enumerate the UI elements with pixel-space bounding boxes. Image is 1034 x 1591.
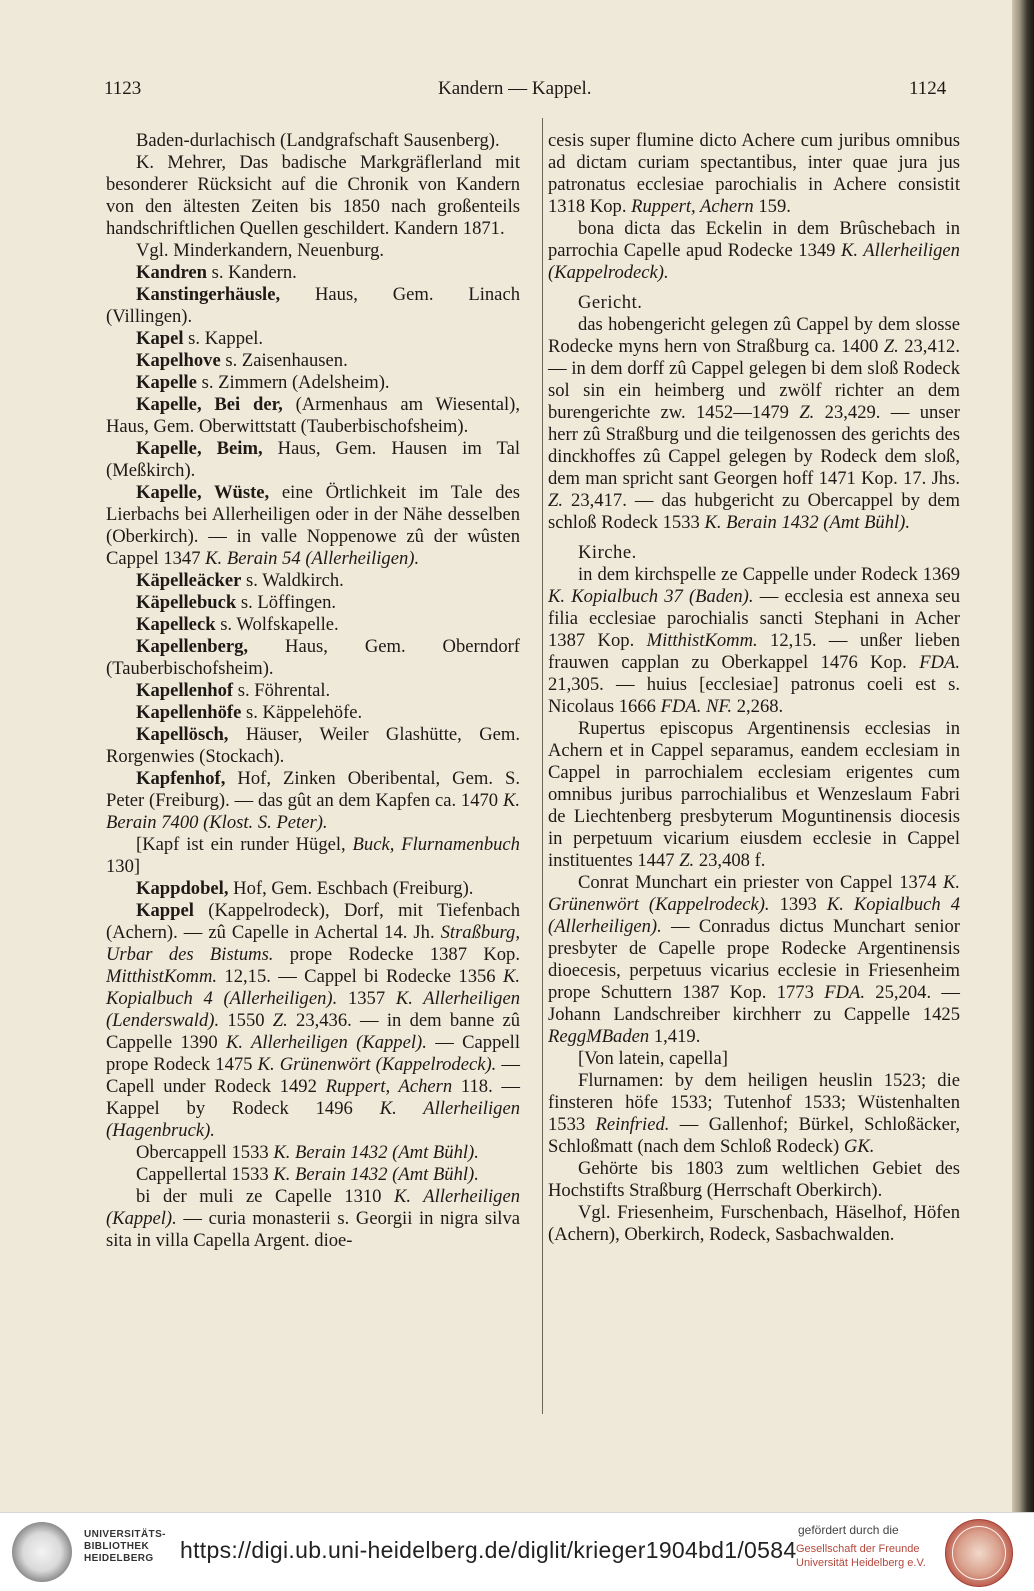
text-run: bona dicta das Eckelin in dem Brûschebach in parrochia Capelle apud Rodecke 1349 [548, 218, 960, 261]
text-run: cesis super flumine dicto Achere cum juribus omnibus ad dictam curiam spectantibus, inter quae jura jus patronatus ecclesiae parochialis in Achere consistit 1318 Kop. [548, 130, 960, 217]
text-run: 23,417. — das hubgericht zu Obercappel by dem schloß Rodeck 1533 [548, 490, 960, 533]
paragraph [548, 130, 960, 218]
source-citation: Reinfried. [595, 1114, 670, 1135]
entry-headword: Kapellenberg, [136, 636, 249, 657]
paragraph [106, 570, 520, 592]
text-run: [Von latein, capella] [578, 1048, 728, 1069]
source-citation: K. Berain 7400 (Klost. S. Peter). [106, 790, 520, 833]
page-edge-shadow [1012, 0, 1034, 1512]
text-run: — ecclesia est annexa seu filia ecclesiae parochialis sancti Stephani in Acher 1387 Kop. [548, 586, 961, 651]
text-run: 23,408 f. [694, 850, 766, 871]
source-citation: FDA. NF. [660, 696, 733, 717]
paragraph [548, 1070, 960, 1158]
text-run: Hof, Zinken Oberibental, Gem. S. Peter (Freiburg). — das gût an dem Kapfen ca. 1470 [106, 768, 520, 811]
paragraph [106, 878, 520, 900]
text-run: s. Föhrental. [233, 680, 331, 701]
source-citation: K. Allerheiligen (Kappel). [106, 1186, 520, 1229]
text-run: 1393 [769, 894, 827, 915]
text-run: 130] [106, 856, 141, 877]
entry-headword: Kapellenhof [136, 680, 234, 701]
university-library-seal-icon [12, 1522, 72, 1582]
paragraph [106, 240, 520, 262]
paragraph [106, 438, 520, 482]
text-run: — curia monasterii s. Georgii in nigra silva sita in villa Capella Argent. dioe- [106, 1208, 520, 1251]
permalink-url[interactable]: https://digi.ub.uni-heidelberg.de/diglit/krieger1904bd1/0584 [180, 1537, 797, 1563]
source-citation: K. Kopialbuch 37 (Baden). [548, 586, 754, 607]
text-run: Haus, Gem. Oberndorf (Tauberbischofsheim). [106, 636, 520, 679]
section-heading: Kirche. [578, 542, 637, 563]
paragraph [106, 900, 520, 1142]
paragraph [548, 564, 960, 718]
source-citation: K. Allerheiligen (Hagenbruck). [106, 1098, 520, 1141]
text-run: 1357 [337, 988, 396, 1009]
source-citation: Buck, Flurnamenbuch [352, 834, 520, 855]
paragraph [106, 328, 520, 350]
text-run: s. Wolfskapelle. [215, 614, 339, 635]
source-citation: K. Allerheiligen (Kappelrodeck). [548, 240, 960, 283]
university-seal-icon [945, 1519, 1013, 1587]
left-page-number: 1123 [104, 78, 142, 99]
entry-headword: Käpelleäcker [136, 570, 242, 591]
right-page-number: 1124 [909, 78, 947, 99]
paragraph [106, 152, 520, 240]
text-run: prope Rodecke 1387 Kop. [273, 944, 520, 965]
paragraph [106, 614, 520, 636]
paragraph [106, 1142, 520, 1164]
paragraph [106, 834, 520, 878]
entry-headword: Kapelhove [136, 350, 221, 371]
text-run: Vgl. Minderkandern, Neuenburg. [136, 240, 385, 261]
entry-headword: Kapellenhöfe [136, 702, 242, 723]
entry-headword: Kapelle, Wüste, [136, 482, 270, 503]
source-citation: Z. [548, 490, 563, 511]
text-run: 2,268. [732, 696, 784, 717]
text-run: 23,436. — in dem banne zû Cappelle 1390 [106, 1010, 521, 1053]
paragraph [106, 702, 520, 724]
source-citation: Ruppert, Achern [325, 1076, 453, 1097]
text-run: Hof, Gem. Eschbach (Freiburg). [228, 878, 474, 899]
source-citation: MitthistKomm. [106, 966, 218, 987]
text-run: s. Waldkirch. [241, 570, 344, 591]
text-run: Conrat Munchart ein priester von Cappel 1374 [578, 872, 943, 893]
entry-headword: Kapfenhof, [136, 768, 226, 789]
source-citation: FDA. [824, 982, 865, 1003]
source-citation: K. Berain 54 (Allerheiligen). [205, 548, 420, 569]
running-title: Kandern — Kappel. [438, 78, 592, 99]
page-header [0, 78, 1012, 108]
paragraph [106, 394, 520, 438]
entry-headword: Kappel [136, 900, 194, 921]
paragraph [106, 350, 520, 372]
text-run: Vgl. Friesenheim, Furschenbach, Häselhof, Höfen (Achern), Oberkirch, Rodeck, Sasbachwalden. [548, 1202, 960, 1245]
text-run: 25,204. — Johann Landschreiber kirchherr zu Cappelle 1425 [548, 982, 960, 1025]
source-citation: K. Berain 1432 (Amt Bühl). [704, 512, 911, 533]
text-run: in dem kirchspelle ze Cappelle under Rodeck 1369 [578, 564, 960, 585]
text-run: Haus, Gem. Hausen im Tal (Meßkirch). [106, 438, 520, 481]
text-run: Baden-durlachisch (Landgrafschaft Sausenberg). [136, 130, 500, 151]
text-run: 21,305. — huius [ecclesiae] patronus coeli est s. Nicolaus 1666 [548, 674, 960, 717]
paragraph [548, 314, 960, 534]
institution-name: UNIVERSITÄTS- BIBLIOTHEK HEIDELBERG [84, 1529, 166, 1564]
source-citation: Z. [799, 402, 815, 423]
text-run: 12,15. — unßer lieben frauwen capplan zu Oberkappel 1476 Kop. [548, 630, 960, 673]
text-run: eine Örtlichkeit im Tale des Lierbachs bei Allerheiligen oder in der Nähe desselben (Oberkirch). — in valle Noppenowe zû der wûsten Cappel 1347 [106, 482, 520, 569]
paragraph [106, 724, 520, 768]
text-run: Haus, Gem. Linach (Villingen). [106, 284, 520, 327]
entry-headword: Kandren [136, 262, 207, 283]
text-run: 12,15. — Cappel bi Rodecke 1356 [217, 966, 503, 987]
paragraph [548, 1048, 960, 1070]
source-citation: Z. [883, 336, 899, 357]
text-run: Rupertus episcopus Argentinensis ecclesias in Achern et in Cappel separamus, eandem ecclesiam in Cappel in parrochialem ecclesiam erigentes cum omnibus juribus parrochialibus et Wenzeslaum Fabri de Liechtenberg presbyterum Moguntinensis diocesis in perpetuum vicarium eiusdem ecclesie in Cappel instituentes 1447 [548, 718, 960, 871]
text-run: s. Zaisenhausen. [220, 350, 348, 371]
source-citation: K. Kopialbuch 4 (Allerheiligen). [548, 894, 960, 937]
text-run: s. Kandern. [206, 262, 297, 283]
text-run: — Gallenhof; Bürkel, Schloßäcker, Schloßmatt (nach dem Schloß Rodeck) [548, 1114, 960, 1157]
entry-headword: Käpellebuck [136, 592, 237, 613]
paragraph [106, 1164, 520, 1186]
source-citation: Z. [679, 850, 695, 871]
text-run: Gehörte bis 1803 zum weltlichen Gebiet des Hochstifts Straßburg (Herrschaft Oberkirch). [548, 1158, 960, 1201]
paragraph [106, 130, 520, 152]
source-citation: K. Grünenwört (Kappelrodeck). [257, 1054, 497, 1075]
paragraph [548, 1158, 960, 1202]
text-run: [Kapf ist ein runder Hügel, [136, 834, 353, 855]
source-citation: K. Berain 1432 (Amt Bühl). [273, 1164, 479, 1185]
funded-by-label: gefördert durch die [798, 1523, 899, 1537]
source-citation: K. Allerheiligen (Lenderswald). [106, 988, 520, 1031]
source-citation: Z. [272, 1010, 288, 1031]
paragraph [106, 284, 520, 328]
paragraph [106, 1186, 520, 1252]
entry-headword: Kapelle, Bei der, [136, 394, 283, 415]
column-divider [542, 118, 543, 1414]
text-run: s. Kappel. [183, 328, 264, 349]
text-run: 159. [753, 196, 791, 217]
source-citation: GK. [843, 1136, 875, 1157]
source-citation: K. Allerheiligen (Kappel). [225, 1032, 427, 1053]
text-run: s. Zimmern (Adelsheim). [196, 372, 390, 393]
entry-headword: Kapelleck [136, 614, 216, 635]
text-run: 1550 [219, 1010, 273, 1031]
text-run: s. Löffingen. [236, 592, 337, 613]
source-citation: ReggMBaden [548, 1026, 650, 1047]
text-run: Häuser, Weiler Glashütte, Gem. Rorgenwies (Stockach). [106, 724, 520, 767]
source-citation: Ruppert, Achern [631, 196, 754, 217]
paragraph [106, 262, 520, 284]
entry-headword: Kanstingerhäusle, [136, 284, 281, 305]
paragraph [106, 768, 520, 834]
source-citation: K. Kopialbuch 4 (Allerheiligen). [106, 966, 520, 1009]
paragraph [106, 680, 520, 702]
text-run: das hobengericht gelegen zû Cappel by dem slosse Rodecke myns hern von Straßburg ca. 1400 [548, 314, 960, 357]
sponsor-name[interactable]: Gesellschaft der Freunde Universität Heidelberg e.V. [796, 1543, 926, 1569]
paragraph [106, 592, 520, 614]
text-run: 23,429. — unser herr zû Straßburg und die teilgenossen des gerichts des dinckhoffes zû Cappel gelegen by Rodeck dem sloß, dem man spricht sant Georgen hoff 1471 Kop. 17. Jhs. [548, 402, 960, 489]
paragraph [106, 636, 520, 680]
entry-headword: Kapel [136, 328, 184, 349]
text-run: Obercappell 1533 [136, 1142, 274, 1163]
text-run: — Cappell prope Rodeck 1475 [106, 1032, 520, 1075]
text-run: K. Mehrer, Das badische Markgräflerland mit besonderer Rücksicht auf die Chronik von Kandern von den ältesten Zeiten bis 1850 nach großenteils handschriftlichen Quellen geschildert. Kandern 1871. [106, 152, 520, 239]
text-run: Cappellertal 1533 [136, 1164, 274, 1185]
paragraph [106, 372, 520, 394]
entry-headword: Kapellösch, [136, 724, 229, 745]
text-run: 118. — Kappel by Rodeck 1496 [106, 1076, 520, 1119]
section-heading: Gericht. [578, 292, 643, 313]
paragraph [548, 1202, 960, 1246]
paragraph [548, 218, 960, 284]
text-run: Flurnamen: by dem heiligen heuslin 1523; die finsteren höfe 1533; Tutenhof 1533; Wüstenhalten 1533 [548, 1070, 960, 1135]
left-text-column [106, 130, 520, 1252]
text-run: — Capell under Rodeck 1492 [106, 1054, 520, 1097]
text-run: (Kappelrodeck), Dorf, mit Tiefenbach (Achern). — zû Capelle in Achertal 14. Jh. [106, 900, 520, 943]
text-run: (Armenhaus am Wiesental), Haus, Gem. Oberwittstatt (Tauberbischofsheim). [106, 394, 520, 437]
source-citation: K. Grünenwört (Kappelrodeck). [548, 872, 960, 915]
text-run: s. Käppelehöfe. [241, 702, 363, 723]
source-citation: MitthistKomm. [646, 630, 758, 651]
paragraph [548, 872, 960, 1048]
text-run: bi der muli ze Capelle 1310 [136, 1186, 394, 1207]
paragraph [548, 718, 960, 872]
entry-headword: Kapelle [136, 372, 197, 393]
text-run: — Conradus dictus Munchart senior presbyter de Capelle prope Rodecke Argentinensis dioecesis, perpetuus vicarius ecclesie in Friesenheim prope Schuttern 1387 Kop. 1773 [548, 916, 960, 1003]
source-citation: K. Berain 1432 (Amt Bühl). [273, 1142, 479, 1163]
entry-headword: Kappdobel, [136, 878, 229, 899]
text-run: 1,419. [649, 1026, 701, 1047]
source-citation: FDA. [919, 652, 960, 673]
source-citation: Straßburg, Urbar des Bistums. [106, 922, 520, 965]
text-run: 23,412. — in dem dorff zû Cappel gelegen bi dem sloß Rodeck sol sin ein heimberg und zwölf richter an dem burengerichte zw. 1452—1479 [548, 336, 960, 423]
right-text-column [548, 130, 960, 1246]
paragraph [106, 482, 520, 570]
viewer-footer [0, 1512, 1034, 1591]
entry-headword: Kapelle, Beim, [136, 438, 263, 459]
